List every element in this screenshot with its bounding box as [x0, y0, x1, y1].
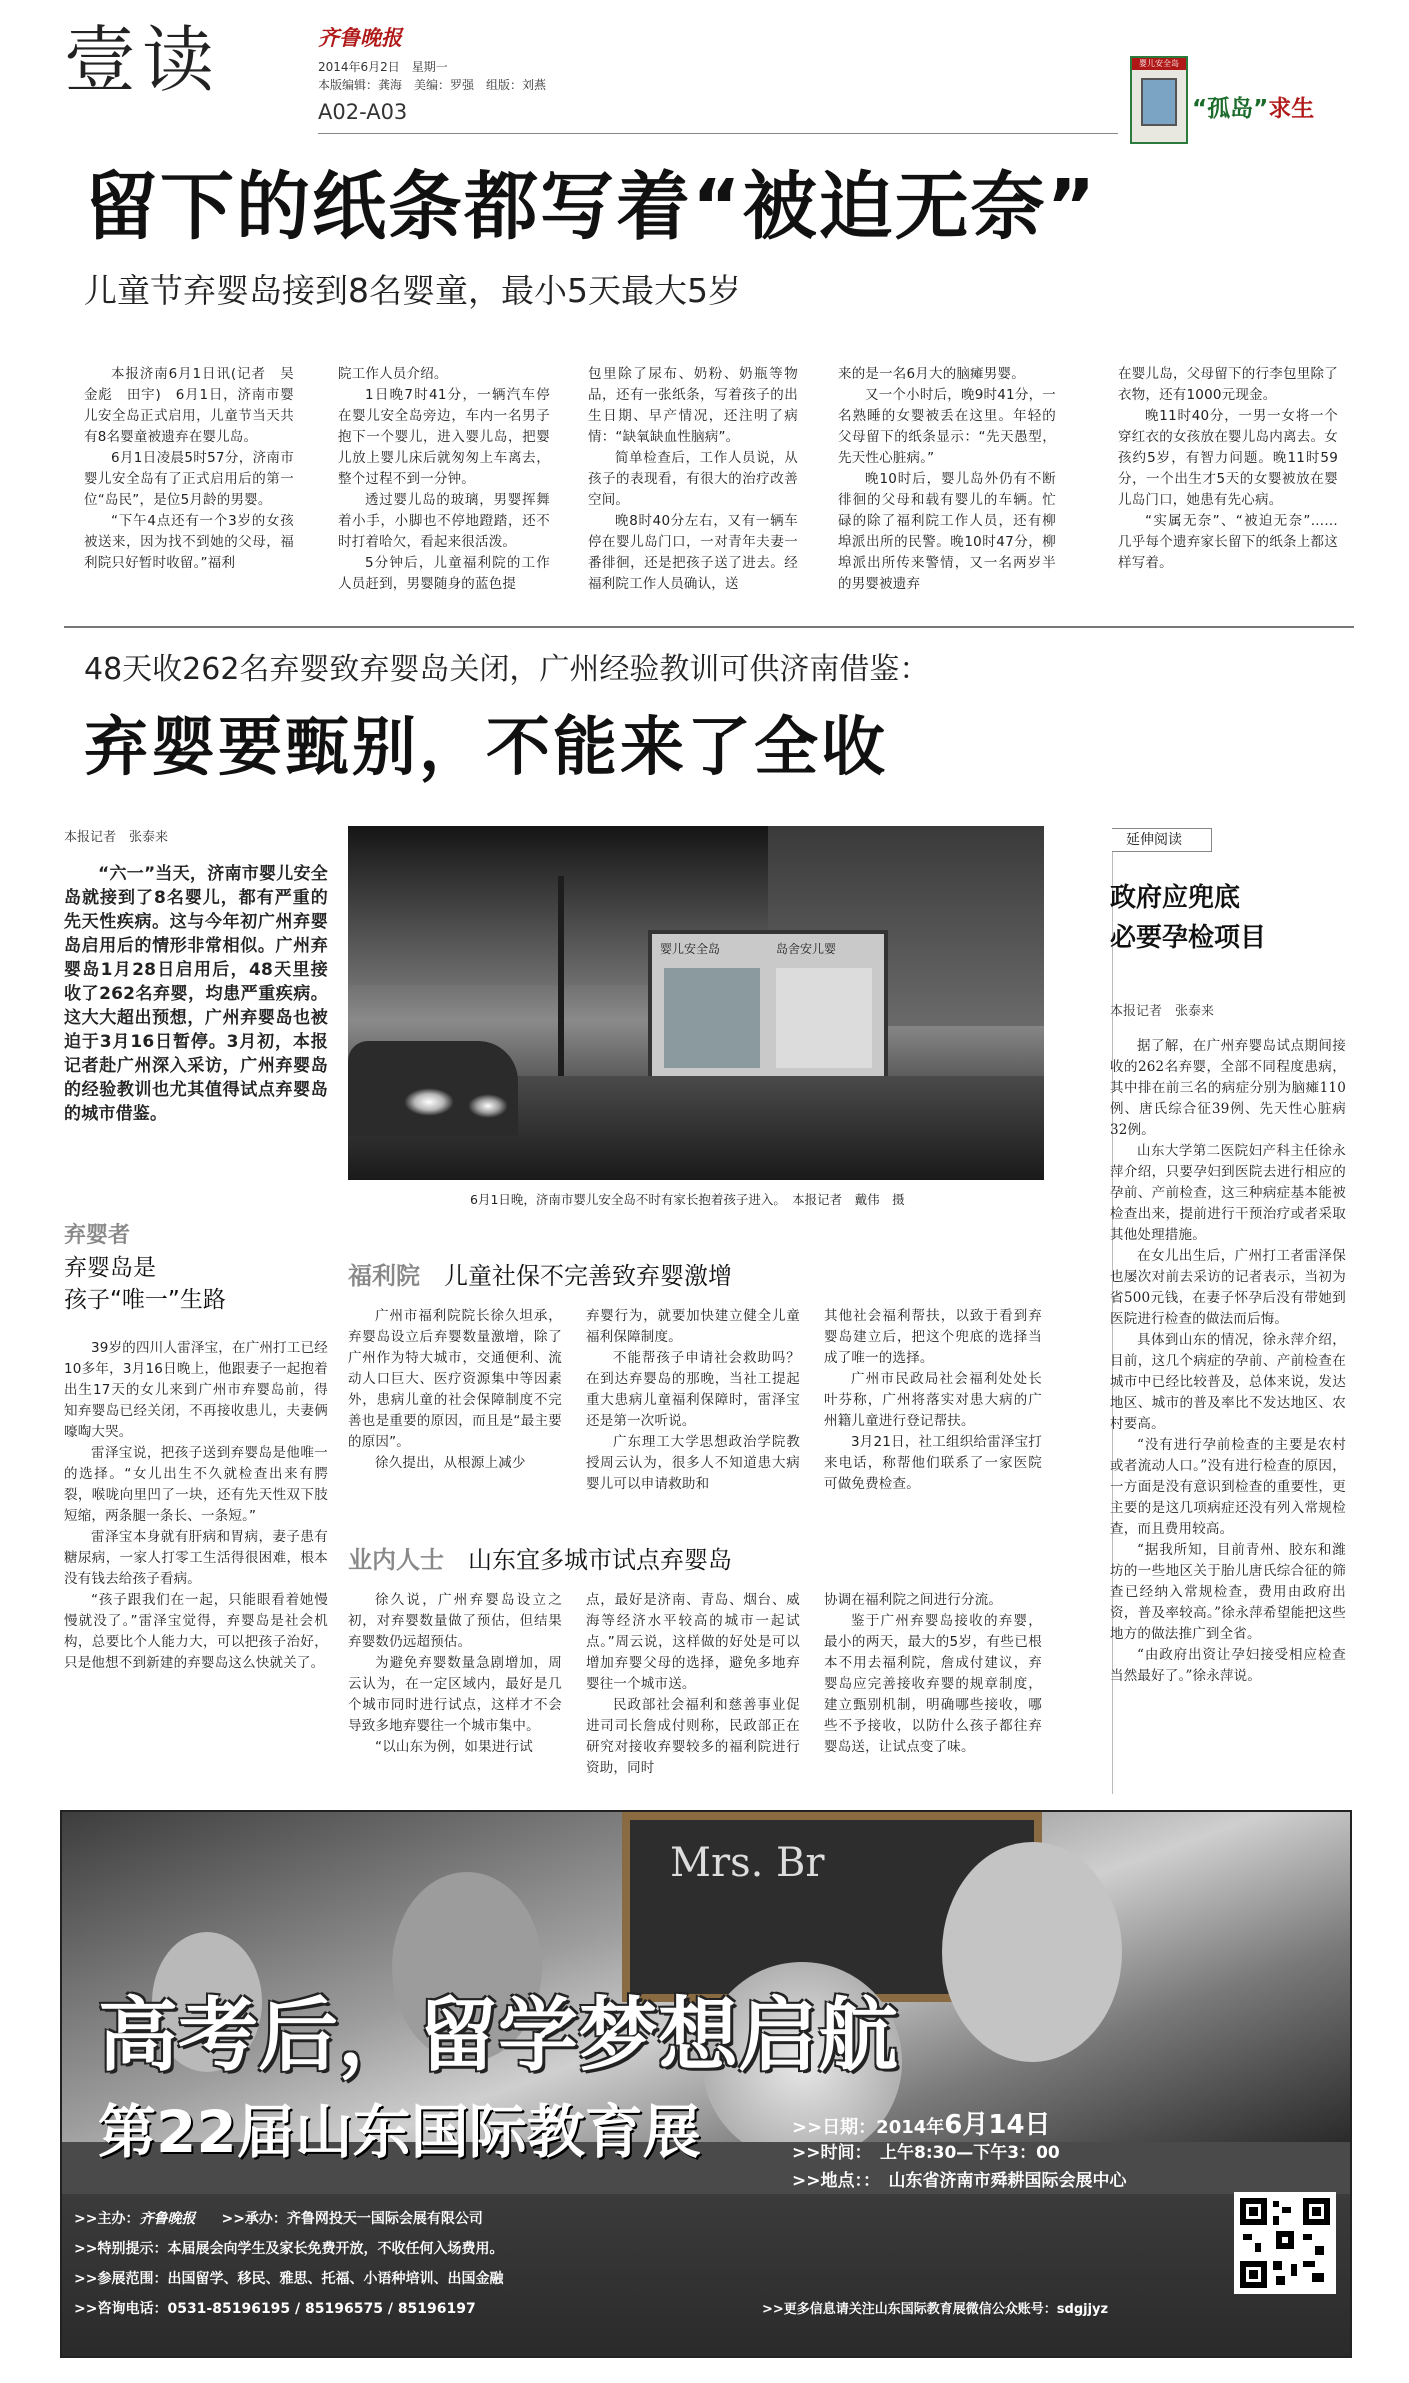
ad-expo-title: 第22届山东国际教育展 — [98, 2098, 701, 2166]
paragraph: 雷泽宝本身就有肝病和胃病，妻子患有糖尿病，一家人打零工生活得很困难，根本没有钱去给孩子看病。 — [64, 1529, 328, 1587]
photo-sign-right: 岛舍安儿婴 — [776, 942, 837, 956]
section-a-tag: 弃婴者 — [64, 1223, 131, 1248]
paragraph: “由政府出资让孕妇接受相应检查当然最好了。”徐永萍说。 — [1110, 1647, 1346, 1684]
section-a-body — [64, 1338, 328, 1674]
paper-logo: 齐鲁晚报 — [318, 25, 402, 50]
section-b-tag: 福利院 — [348, 1262, 420, 1290]
story1-headline: 留下的纸条都写着“被迫无奈” — [84, 164, 1098, 250]
paragraph: 又一个小时后，晚9时41分，一名熟睡的女婴被丢在这里。年轻的父母留下的纸条显示：“先天愚型，先天性心脏病。” — [838, 387, 1056, 466]
paragraph: “没有进行孕前检查的主要是农村或者流动人口。”没有进行检查的原因，一方面是没有意识到检查的重要性，更主要的是这几项病症还没有列入常规检查，而且费用较高。 — [1110, 1437, 1346, 1537]
sidebar-title — [1110, 878, 1266, 958]
photo-sign-left: 婴儿安全岛 — [660, 942, 721, 956]
story1-col-5 — [1118, 364, 1338, 574]
paragraph: 为避免弃婴数量急剧增加，周云认为，在一定区域内，最好是几个城市同时进行试点，这样才不会导致多地弃婴往一个城市集中。 — [348, 1655, 562, 1734]
story2-kicker: 48天收262名弃婴致弃婴岛关闭，广州经验教训可供济南借鉴： — [84, 652, 930, 687]
paragraph: 包里除了尿布、奶粉、奶瓶等物品，还有一张纸条，写着孩子的出生日期、早产情况，还注明了病情：“缺氧缺血性脑病”。 — [588, 366, 798, 445]
paragraph: 本报济南6月1日讯(记者 吴金彪 田宇) 6月1日，济南市婴儿安全岛正式启用，儿童节当天共有8名婴童被遗弃在婴儿岛。 — [84, 366, 294, 445]
kiosk-illustration — [1130, 56, 1188, 144]
paragraph: 雷泽宝说，把孩子送到弃婴岛是他唯一的选择。“女儿出生不久就检查出来有腭裂，喉咙向里凹了一块，还有先天性双下肢短缩，两条腿一条长、一条短。” — [64, 1445, 328, 1524]
kiosk-sign: 婴儿安全岛 — [1132, 58, 1186, 70]
paragraph: 点，最好是济南、青岛、烟台、威海等经济水平较高的城市一起试点。”周云说，这样做的好处是可以增加弃婴父母的选择，避免多地弃婴往一个城市送。 — [586, 1592, 800, 1692]
paragraph: 具体到山东的情况，徐永萍介绍，目前，这几个病症的孕前、产前检查在城市中已经比较普及，总体来说，发达地区、城市的普及率比不发达地区、农村要高。 — [1110, 1332, 1346, 1432]
ad-notice: >>特别提示：本届展会向学生及家长免费开放，不收任何入场费用。 — [74, 2241, 504, 2257]
paragraph: “下午4点还有一个3岁的女孩被送来，因为找不到她的父母，福利院只好暂时收留。”福利 — [84, 513, 294, 571]
sidebar-title-line1: 政府应兜底 — [1110, 883, 1241, 913]
ad-host-label: >>主办： — [74, 2211, 140, 2227]
section-b-title: 儿童社保不完善致弃婴激增 — [444, 1262, 732, 1290]
paragraph: 广州市民政局社会福利处处长叶芬称，广州将落实对患大病的广州籍儿童进行登记帮扶。 — [824, 1371, 1042, 1429]
paragraph: 民政部社会福利和慈善事业促进司司长詹成付则称，民政部正在研究对接收弃婴较多的福利院进行资助，同时 — [586, 1697, 800, 1776]
section-b-col-3 — [824, 1306, 1042, 1495]
story2-lead: “六一”当天，济南市婴儿安全岛就接到了8名婴儿，都有严重的先天性疾病。这与今年初广州弃婴岛启用后的情形非常相似。广州弃婴岛1月28日启用后，48天里接收了262名弃婴，均患严重疾病。这大大超出预想，广州弃婴岛也被迫于3月16日暂停。3月初，本报记者赴广州深入采访，广州弃婴岛的经验教训也尤其值得试点弃婴岛的城市借鉴。 — [64, 864, 328, 1124]
paragraph: “孩子跟我们在一起，只能眼看着她慢慢就没了。”雷泽宝觉得，弃婴岛是社会机构，总要比个人能力大，可以把孩子治好，只是他想不到新建的弃婴岛这么快就关了。 — [64, 1592, 328, 1671]
section-a-title-line2: 孩子“唯一”生路 — [64, 1287, 226, 1313]
sidebar-byline: 本报记者 张泰来 — [1110, 1004, 1215, 1019]
section-b-heading — [348, 1256, 732, 1291]
story1-subhead: 儿童节弃婴岛接到8名婴童，最小5天最大5岁 — [84, 271, 741, 310]
paragraph: 在婴儿岛，父母留下的行李包里除了衣物，还有1000元现金。 — [1118, 366, 1338, 403]
paragraph: 广州市福利院院长徐久坦承，弃婴岛设立后弃婴数量激增，除了广州作为特大城市，交通便利、流动人口巨大、医疗资源集中等因素外，患病儿童的社会保障制度不完善也是重要的原因，而且是“最主要的原因”。 — [348, 1308, 562, 1450]
paragraph: 徐久说，广州弃婴岛设立之初，对弃婴数量做了预估，但结果弃婴数仍远超预估。 — [348, 1592, 562, 1650]
paragraph: “实属无奈”、“被迫无奈”……几乎每个遗弃家长留下的纸条上都这样写着。 — [1118, 513, 1338, 571]
section-c-title: 山东宜多城市试点弃婴岛 — [468, 1546, 732, 1574]
story1-col-1 — [84, 364, 294, 574]
ad-date-label: >>日期：2014年 — [792, 2117, 945, 2138]
ad-venue: >>地点：： 山东省济南市舜耕国际会展中心 — [792, 2171, 1127, 2191]
ad-host — [74, 2208, 483, 2228]
paragraph: 晚11时40分，一男一女将一个穿红衣的女孩放在婴儿岛内离去。女孩约5岁，有智力问题。晚11时59分，一个出生才5天的女婴被放在婴儿岛门口，她患有先心病。 — [1118, 408, 1338, 508]
paragraph: 徐久提出，从根源上减少 — [375, 1455, 526, 1471]
sidebar-title-line2: 必要孕检项目 — [1110, 923, 1267, 953]
paragraph: 鉴于广州弃婴岛接收的弃婴，最小的两天，最大的5岁，有些已根本不用去福利院，詹成付建议，弃婴岛应完善接收弃婴的规章制度，建立甄别机制，明确哪些接收，哪些不予接收，以防什么孩子都往弃婴岛送，让试点变了味。 — [824, 1613, 1042, 1755]
side-badge — [1192, 90, 1314, 123]
story2-headline: 弃婴要甄别，不能来了全收 — [84, 711, 888, 785]
page-numbers: A02-A03 — [318, 100, 408, 124]
paragraph: 其他社会福利帮扶，以致于看到弃婴岛建立后，把这个兜底的选择当成了唯一的选择。 — [824, 1308, 1042, 1366]
paragraph: 不能帮孩子申请社会救助吗？在到达弃婴岛的那晚，当社工提起重大患病儿童福利保障时，雷泽宝还是第一次听说。 — [586, 1350, 800, 1429]
sidebar-tag: 延伸阅读 — [1112, 828, 1212, 852]
section-b-col-2 — [586, 1306, 800, 1495]
section-title: 壹读 — [64, 18, 221, 102]
paragraph: 1日晚7时41分，一辆汽车停在婴儿安全岛旁边，车内一名男子抱下一个婴儿，进入婴儿岛，把婴儿放上婴儿床后就匆匆上车离去，整个过程不到一分钟。 — [338, 387, 550, 487]
ad-phone: >>咨询电话：0531-85196195 / 85196575 / 85196197 — [74, 2301, 476, 2317]
ad-host-name: 齐鲁晚报 — [139, 2211, 196, 2227]
ad-board-text: Mrs. Br — [670, 1840, 825, 1886]
advertisement — [60, 1810, 1352, 2358]
story-divider — [64, 626, 1354, 628]
paragraph: 晚8时40分左右，又有一辆车停在婴儿岛门口，一对青年夫妻一番徘徊，还是把孩子送了进去。经福利院工作人员确认，送 — [588, 513, 798, 592]
paragraph: 6月1日凌晨5时57分，济南市婴儿安全岛有了正式启用后的第一位“岛民”，是位5月龄的男婴。 — [84, 450, 294, 508]
paragraph: 据了解，在广州弃婴岛试点期间接收的262名弃婴，全部不同程度患病，其中排在前三名的病症分别为脑瘫110例、唐氏综合征39例、先天性心脏病32例。 — [1110, 1038, 1346, 1138]
section-a-title — [64, 1252, 226, 1316]
paragraph: 简单检查后，工作人员说，从孩子的表现看，有很大的治疗改善空间。 — [588, 450, 798, 508]
ad-photo — [62, 1812, 1350, 2142]
paragraph: 弃婴行为，就要加快建立健全儿童福利保障制度。 — [586, 1308, 800, 1345]
header-rule — [318, 133, 1118, 134]
section-c-col-1 — [348, 1590, 562, 1758]
section-c-heading — [348, 1540, 732, 1575]
qr-code-icon — [1234, 2192, 1336, 2294]
paragraph: “以山东为例，如果进行试 — [375, 1739, 533, 1755]
section-a-title-line1: 弃婴岛是 — [64, 1255, 156, 1281]
editors-line: 本版编辑：龚海 美编：罗强 组版：刘燕 — [318, 78, 547, 92]
photo-caption: 6月1日晚，济南市婴儿安全岛不时有家长抱着孩子进入。 本报记者 戴伟 摄 — [470, 1192, 905, 1207]
side-badge-quoted: “孤岛” — [1192, 96, 1269, 122]
section-c-col-2 — [586, 1590, 800, 1779]
date-line: 2014年6月2日 星期一 — [318, 60, 448, 74]
ad-time: >>时间： 上午8:30—下午3：00 — [792, 2143, 1060, 2163]
paragraph: 协调在福利院之间进行分流。 — [824, 1592, 1003, 1608]
section-b-col-1 — [348, 1306, 562, 1474]
story1-col-2 — [338, 364, 550, 595]
paragraph: 透过婴儿岛的玻璃，男婴挥舞着小手，小脚也不停地蹬踏，还不时打着哈欠，看起来很活泼。 — [338, 492, 550, 550]
paragraph: “据我所知，目前青州、胶东和潍坊的一些地区关于胎儿唐氏综合征的筛查已经纳入常规检查，费用由政府出资，普及率较高。”徐永萍希望能把这些地方的做法推广到全省。 — [1110, 1542, 1346, 1642]
paragraph: 广东理工大学思想政治学院教授周云认为，很多人不知道患大病婴儿可以申请救助和 — [586, 1434, 800, 1492]
section-c-tag: 业内人士 — [348, 1546, 444, 1574]
paragraph: 39岁的四川人雷泽宝，在广州打工已经10多年，3月16日晚上，他跟妻子一起抱着出生17天的女儿来到广州市弃婴岛前，得知弃婴岛已经关闭，不再接收患儿，夫妻俩嚎啕大哭。 — [64, 1340, 328, 1440]
ad-slogan: 高考后，留学梦想启航 — [98, 1989, 898, 2082]
paragraph: 5分钟后，儿童福利院的工作人员赶到，男婴随身的蓝色提 — [338, 555, 550, 592]
section-c-col-3 — [824, 1590, 1042, 1758]
paragraph: 晚10时后，婴儿岛外仍有不断徘徊的父母和载有婴儿的车辆。忙碌的除了福利院工作人员，还有柳埠派出所的民警。晚10时47分，柳埠派出所传来警情，又一名两岁半的男婴被遗弃 — [838, 471, 1056, 592]
story1-col-3 — [588, 364, 798, 595]
sidebar-body — [1110, 1036, 1346, 1687]
story1-col-4 — [838, 364, 1056, 595]
paragraph: 来的是一名6月大的脑瘫男婴。 — [838, 366, 1025, 382]
side-badge-word: 求生 — [1268, 96, 1315, 122]
news-photo — [348, 826, 1044, 1180]
ad-scope: >>参展范围：出国留学、移民、雅思、托福、小语种培训、出国金融 — [74, 2271, 504, 2287]
ad-organizer: >>承办：齐鲁网投天一国际会展有限公司 — [221, 2211, 483, 2227]
ad-date — [792, 2104, 1051, 2141]
paragraph: 院工作人员介绍。 — [338, 366, 448, 382]
paragraph: 在女儿出生后，广州打工者雷泽保也屡次对前去采访的记者表示，当初为省500元钱，在妻子怀孕后没有带她到医院进行检查的做法而后悔。 — [1110, 1248, 1346, 1327]
paragraph: 3月21日，社工组织给雷泽宝打来电话，称帮他们联系了一家医院可做免费检查。 — [824, 1434, 1042, 1492]
ad-date-value: 6月14日 — [944, 2110, 1051, 2140]
ad-wechat: >>更多信息请关注山东国际教育展微信公众账号：sdgjjyz — [762, 2302, 1109, 2317]
paragraph: 山东大学第二医院妇产科主任徐永萍介绍，只要孕妇到医院去进行相应的孕前、产前检查，这三种病症基本能被检查出来，提前进行干预治疗或者采取其他处理措施。 — [1110, 1143, 1346, 1243]
story2-byline: 本报记者 张泰来 — [64, 830, 169, 845]
